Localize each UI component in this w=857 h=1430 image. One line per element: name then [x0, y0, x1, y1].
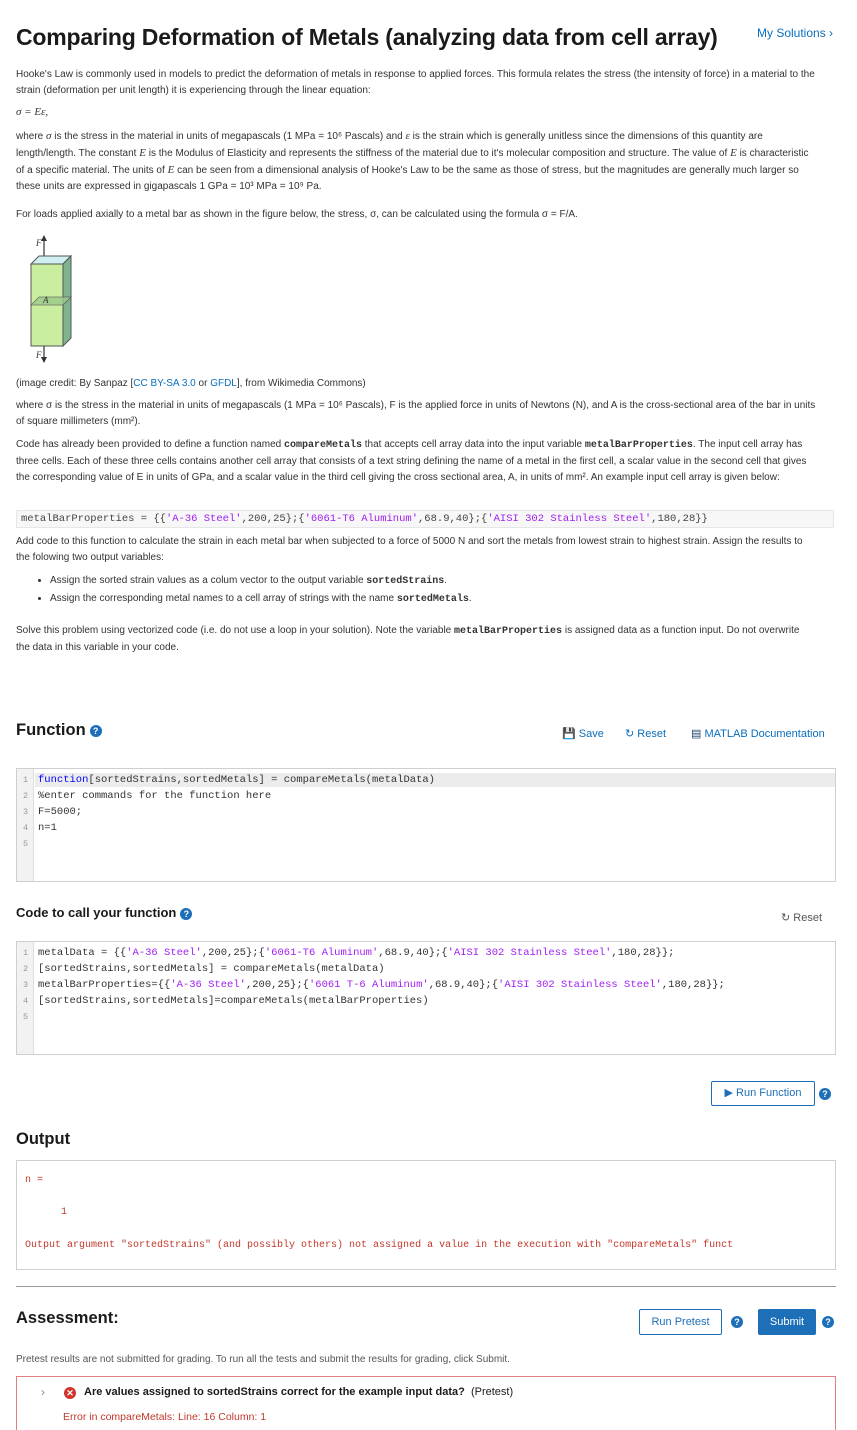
- help-icon[interactable]: ?: [731, 1316, 743, 1328]
- code-line: 5: [22, 1012, 29, 1022]
- help-icon[interactable]: ?: [822, 1316, 834, 1328]
- output-console: [16, 1160, 836, 1270]
- play-icon: ▶: [724, 1087, 733, 1099]
- gfdl-link[interactable]: GFDL: [210, 378, 237, 389]
- reset-icon: ↻: [781, 912, 791, 924]
- function-editor[interactable]: [16, 768, 836, 882]
- constraints-paragraph: Solve this problem using vectorized code (i.e. do not use a loop in your solution). Note the variable metalBarProperties is assigned data as a function input. Do not overwrite the data in this variable in your code.: [16, 625, 800, 653]
- intro-paragraph: Hooke's Law is commonly used in models to predict the deformation of metals in response to applied forces. This formula relates the stress (the intensity of force) in a material to the strain (deformation per unit length) it is experiencing through the linear equation:: [16, 69, 815, 96]
- pretest-note: Pretest results are not submitted for grading. To run all the tests and submit the results for grading, click Submit.: [16, 1354, 510, 1365]
- hooke-equation: σ = Eε,: [16, 106, 49, 118]
- help-icon[interactable]: ?: [90, 725, 102, 737]
- metal-bar-figure: [26, 234, 86, 364]
- example-input-code: metalBarProperties = {{'A-36 Steel',200,25};{'6061-T6 Aluminum',68.9,40};{'AISI 302 Stainless Steel',180,28}}: [16, 510, 834, 528]
- code-line: 2 [sortedStrains,sortedMetals] = compareMetals(metalData): [22, 963, 385, 975]
- code-line: 3 metalBarProperties={{'A-36 Steel',200,25};{'6061 T-6 Aluminum',68.9,40};{'AISI 302 Stainless Steel',180,28}};: [22, 979, 725, 991]
- page-title: Comparing Deformation of Metals (analyzing data from cell array): [16, 24, 718, 50]
- submit-button[interactable]: Submit: [758, 1309, 816, 1335]
- task-paragraph: Add code to this function to calculate the strain in each metal bar when subjected to a force of 5000 N and sort the metals from lowest strain to highest strain. Assign the results to the folowing two output variables:: [16, 536, 803, 563]
- reset-icon: ↻: [625, 728, 635, 740]
- run-pretest-button[interactable]: Run Pretest: [639, 1309, 722, 1335]
- stress-strain-paragraph: where σ is the stress in the material in units of megapascals (1 MPa = 10⁶ Pascals) and ε is the strain which is generally unitless since the dimensions of this quantity are length/length. The constant E is the Modulus of Elasticity and represents the stiffness of the material due to it's molecular composition and structure. The value of E is characteristic of a specific material. The units of E can be seen from a dimensional analysis of Hooke's Law to be the same as those of stress, but the magnitudes are generally much larger so these units are expressed in gigapascals 1 GPa = 10³ MPa = 10⁹ Pa.: [16, 130, 809, 192]
- stress-definition-paragraph: where σ is the stress in the material in units of megapascals (1 MPa = 10⁶ Pascals), F is the applied force in units of Newtons (N), and A is the cross-sectional area of the bar in units of square millimeters (mm²).: [16, 400, 816, 427]
- force-label-top: F: [36, 238, 42, 248]
- output-error: Output argument "sortedStrains" (and possibly others) not assigned a value in the execution with "compareMetals" funct: [25, 1240, 734, 1251]
- cc-license-link[interactable]: CC BY-SA 3.0: [133, 378, 196, 389]
- test-error: Error in compareMetals: Line: 16 Column: 1: [63, 1411, 267, 1423]
- save-icon: 💾: [562, 728, 576, 740]
- code-line: 4 [sortedStrains,sortedMetals]=compareMetals(metalBarProperties): [22, 995, 429, 1007]
- my-solutions-link[interactable]: My Solutions ›: [757, 26, 834, 40]
- formula-paragraph: For loads applied axially to a metal bar as shown in the figure below, the stress, σ, can be calculated using the formula σ = F/A.: [16, 209, 578, 220]
- function-heading: Function ?: [16, 721, 102, 740]
- divider: [16, 1286, 836, 1287]
- help-icon[interactable]: ?: [180, 908, 192, 920]
- chevron-right-icon[interactable]: ›: [41, 1385, 45, 1399]
- reset-button[interactable]: ↻ Reset: [625, 728, 667, 740]
- code-line: 4 n=1: [22, 822, 57, 834]
- code-line: 5: [22, 839, 29, 849]
- output-heading: Output: [16, 1130, 71, 1148]
- matlab-documentation-link[interactable]: ▤ MATLAB Documentation: [691, 728, 825, 740]
- error-icon: ✕: [64, 1387, 76, 1399]
- code-line: 1 metalData = {{'A-36 Steel',200,25};{'6061-T6 Aluminum',68.9,40};{'AISI 302 Stainless Steel',180,28}};: [22, 947, 675, 959]
- requirements-list: [38, 572, 472, 608]
- code-line: 3 F=5000;: [22, 806, 83, 818]
- function-description-paragraph: Code has already been provided to define a function named compareMetals that accepts cell array data into the input variable metalBarProperties. The input cell array has three cells. Each of these three cells contains another cell array that consists of a text string defining the name of a metal in the first cell, a scalar value in the second cell that gives the corresponding value of E in units of GPa, and a scalar value in the third cell giving the cross sectional area, A, in units of mm². An example input cell array is given below:: [16, 439, 807, 483]
- image-credit: (image credit: By Sanpaz [CC BY-SA 3.0 or GFDL], from Wikimedia Commons): [16, 378, 366, 389]
- chevron-right-icon: ›: [829, 26, 834, 40]
- run-function-button[interactable]: ▶ Run Function: [711, 1081, 815, 1106]
- force-label-bottom: F: [36, 350, 42, 360]
- call-editor[interactable]: [16, 941, 836, 1055]
- test-title: Are values assigned to sortedStrains correct for the example input data?: [84, 1386, 465, 1398]
- code-line: 1 function[sortedStrains,sortedMetals] = compareMetals(metalData): [22, 774, 435, 786]
- call-code-heading: Code to call your function ?: [16, 905, 192, 920]
- assessment-heading: Assessment:: [16, 1309, 119, 1327]
- test-tag: (Pretest): [470, 1386, 514, 1398]
- area-label: A: [43, 295, 49, 305]
- list-item: • Assign the sorted strain values as a colum vector to the output variable sortedStrains.: [50, 572, 472, 590]
- list-item: • Assign the corresponding metal names to a cell array of strings with the name sortedMetals.: [50, 590, 472, 608]
- output-value: 1: [61, 1207, 68, 1218]
- code-line: 2 %enter commands for the function here: [22, 790, 272, 802]
- output-line: n =: [25, 1175, 44, 1186]
- test-result-row[interactable]: [16, 1376, 836, 1430]
- save-button[interactable]: 💾 Save: [562, 728, 604, 740]
- help-icon[interactable]: ?: [819, 1088, 831, 1100]
- book-icon: ▤: [691, 728, 702, 740]
- call-reset-button[interactable]: ↻ Reset: [781, 912, 823, 924]
